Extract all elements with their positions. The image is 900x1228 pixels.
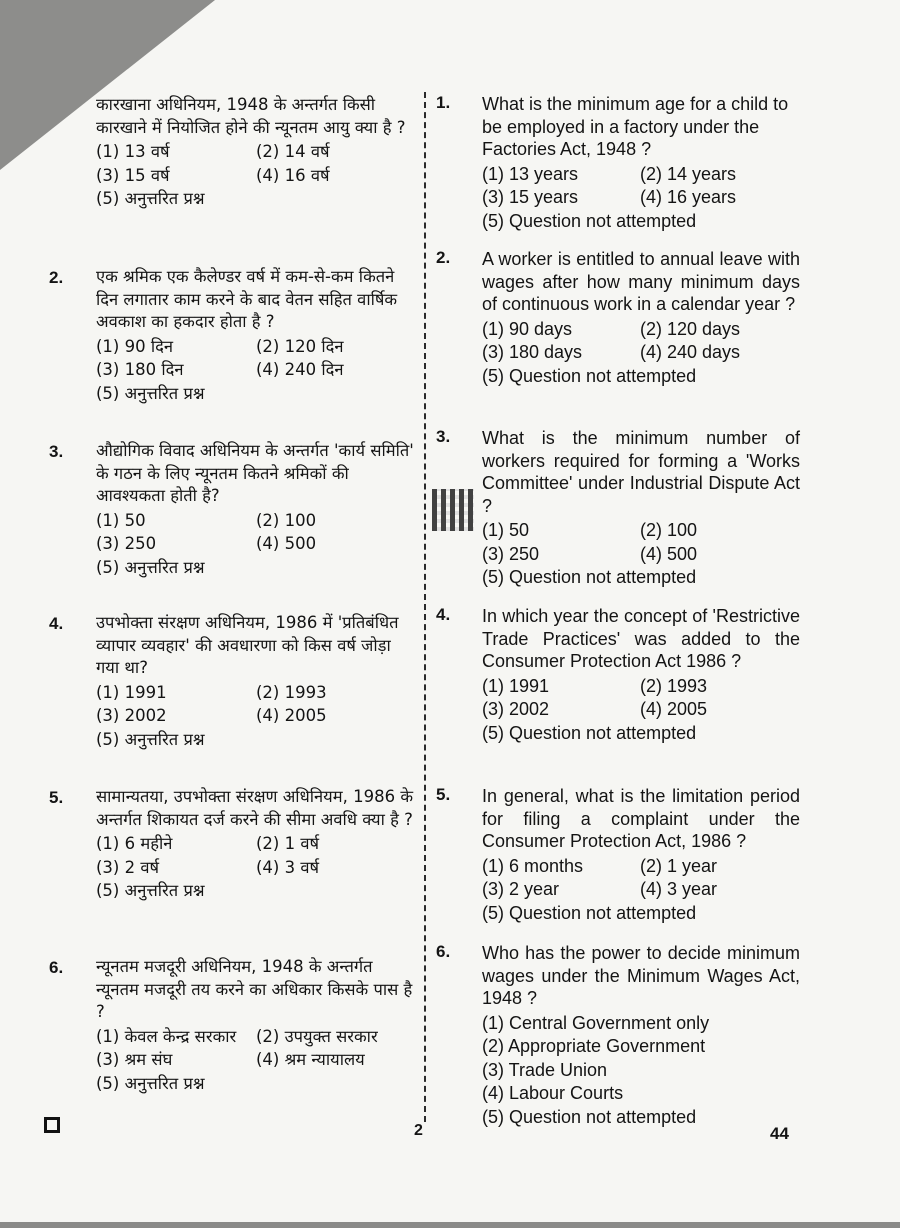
option-1: (1) 13 वर्ष bbox=[96, 142, 170, 161]
option-4: (4) 240 दिन bbox=[256, 360, 344, 379]
option-2: (2) 1993 bbox=[640, 675, 708, 696]
option-1: (1) 6 months bbox=[482, 855, 584, 876]
option-1: (1) 13 years bbox=[482, 163, 579, 184]
option-4: (4) 16 years bbox=[640, 187, 737, 207]
question-number: 3. bbox=[436, 427, 451, 446]
option-3: (3) 180 days bbox=[482, 342, 583, 362]
question-text: एक श्रमिक एक कैलेण्डर वर्ष में कम-से-कम कितने दिन लगातार काम करने के बाद वेतन सहित वार्षिक अवकाश का हकदार होता है ? bbox=[96, 267, 398, 331]
option-1: (1) 1991 bbox=[482, 675, 550, 696]
option-3: (3) 2002 bbox=[96, 706, 167, 725]
option-4: (4) 16 वर्ष bbox=[256, 165, 330, 185]
english-question-4 bbox=[436, 605, 800, 744]
question-text: न्यूनतम मजदूरी अधिनियम, 1948 के अन्तर्गत न्यूनतम मजदूरी तय करने का अधिकार किसके पास है ? bbox=[96, 957, 413, 1021]
option-5: (5) Question not attempted bbox=[482, 210, 697, 231]
option-5: (5) Question not attempted bbox=[482, 365, 697, 386]
option-5: (5) अनुत्तरित प्रश्न bbox=[96, 557, 205, 577]
question-number: 2. bbox=[436, 248, 451, 267]
option-5: (5) Question not attempted bbox=[482, 567, 697, 587]
option-3: (3) 15 years bbox=[482, 187, 579, 207]
option-2: (2) 1 year bbox=[640, 855, 718, 876]
question-number: 4. bbox=[436, 605, 451, 624]
option-3: (3) 2002 bbox=[482, 699, 550, 719]
booklet-code: 44 bbox=[770, 1124, 789, 1143]
option-3: (3) श्रम संघ bbox=[96, 1050, 173, 1069]
english-question-6 bbox=[436, 942, 800, 1128]
question-number: 5. bbox=[436, 785, 451, 804]
question-number: 3. bbox=[49, 442, 64, 461]
option-4: (4) 3 year bbox=[640, 879, 718, 899]
option-1: (1) 90 दिन bbox=[96, 336, 174, 356]
option-5: (5) अनुत्तरित प्रश्न bbox=[96, 729, 205, 749]
option-2: (2) 100 bbox=[640, 520, 698, 540]
question-number: 4. bbox=[49, 614, 64, 633]
option-4: (4) 500 bbox=[256, 534, 317, 553]
question-text: Who has the power to decide minimum wages under the Minimum Wages Act, 1948 ? bbox=[482, 943, 800, 1008]
english-question-5 bbox=[436, 785, 800, 924]
option-3: (3) 2 year bbox=[482, 879, 560, 899]
english-question-2 bbox=[436, 248, 800, 387]
square-marker-icon bbox=[44, 1117, 60, 1133]
option-4: (4) 3 वर्ष bbox=[256, 857, 320, 877]
option-5: (5) Question not attempted bbox=[482, 902, 697, 923]
question-text: In general, what is the limitation period for filing a complaint under the Consumer Protection Act, 1986 ? bbox=[482, 786, 800, 851]
question-number: 6. bbox=[49, 958, 64, 977]
option-5: (5) अनुत्तरित प्रश्न bbox=[96, 1073, 205, 1093]
option-5: (5) Question not attempted bbox=[482, 1106, 697, 1127]
question-text: कारखाना अधिनियम, 1948 के अन्तर्गत किसी कारखाने में नियोजित होने की न्यूनतम आयु क्या है ? bbox=[96, 95, 406, 137]
option-1: (1) केवल केन्द्र सरकार bbox=[96, 1026, 237, 1046]
question-text: In which year the concept of 'Restrictive Trade Practices' was added to the Consumer Protection Act 1986 ? bbox=[482, 606, 800, 671]
question-number: 1. bbox=[436, 93, 451, 112]
option-2: (2) Appropriate Government bbox=[482, 1036, 706, 1056]
option-1: (1) Central Government only bbox=[482, 1012, 710, 1033]
question-text: What is the minimum number of workers required for forming a 'Works Committee' under Industrial Dispute Act ? bbox=[482, 428, 800, 516]
option-2: (2) 120 days bbox=[640, 318, 741, 339]
question-text: सामान्यतया, उपभोक्ता संरक्षण अधिनियम, 1986 के अन्तर्गत शिकायत दर्ज करने की सीमा अवधि क्या है ? bbox=[96, 787, 413, 829]
hindi-question-3 bbox=[49, 440, 418, 579]
english-question-1 bbox=[436, 93, 800, 232]
column-divider bbox=[424, 92, 426, 1122]
option-5: (5) अनुत्तरित प्रश्न bbox=[96, 189, 205, 208]
question-text: What is the minimum age for a child to be employed in a factory under the Factories Act, 1948 ? bbox=[482, 94, 789, 159]
page-number: 2 bbox=[414, 1122, 423, 1139]
english-question-3 bbox=[436, 427, 800, 589]
option-2: (2) 1993 bbox=[256, 682, 327, 702]
option-1: (1) 50 bbox=[482, 520, 530, 540]
option-3: (3) 2 वर्ष bbox=[96, 857, 160, 877]
question-text: A worker is entitled to annual leave with wages after how many minimum days of continuous work in a calendar year ? bbox=[482, 249, 800, 314]
option-5: (5) Question not attempted bbox=[482, 722, 697, 743]
option-1: (1) 50 bbox=[96, 510, 146, 530]
option-3: (3) 250 bbox=[482, 543, 540, 564]
option-2: (2) 14 years bbox=[640, 163, 737, 184]
question-number: 6. bbox=[436, 942, 451, 961]
option-4: (4) श्रम न्यायालय bbox=[256, 1050, 365, 1069]
hindi-question-5 bbox=[49, 786, 418, 903]
option-3: (3) 250 bbox=[96, 534, 157, 553]
option-5: (5) अनुत्तरित प्रश्न bbox=[96, 383, 205, 403]
option-1: (1) 6 महीने bbox=[96, 834, 173, 853]
hindi-question-1 bbox=[96, 94, 418, 211]
option-2: (2) 120 दिन bbox=[256, 336, 344, 356]
question-text: उपभोक्ता संरक्षण अधिनियम, 1986 में 'प्रतिबंधित व्यापार व्यवहार' की अवधारणा को किस वर्ष जोड़ा गया था? bbox=[96, 613, 399, 677]
option-4: (4) Labour Courts bbox=[482, 1083, 624, 1103]
option-4: (4) 2005 bbox=[640, 699, 708, 719]
option-3: (3) 15 वर्ष bbox=[96, 165, 170, 185]
option-2: (2) 100 bbox=[256, 510, 317, 530]
option-4: (4) 2005 bbox=[256, 706, 327, 725]
hindi-question-4 bbox=[49, 612, 418, 751]
question-number: 5. bbox=[49, 788, 64, 807]
option-2: (2) उपयुक्त सरकार bbox=[256, 1026, 378, 1046]
option-5: (5) अनुत्तरित प्रश्न bbox=[96, 881, 205, 900]
option-4: (4) 240 days bbox=[640, 342, 741, 362]
hindi-question-6 bbox=[49, 956, 418, 1095]
question-text: औद्योगिक विवाद अधिनियम के अन्तर्गत 'कार्य समिति' के गठन के लिए न्यूनतम कितने श्रमिकों की आवश्यकता होती है? bbox=[96, 441, 414, 505]
scan-edge bbox=[0, 1222, 900, 1228]
option-4: (4) 500 bbox=[640, 543, 698, 564]
option-1: (1) 1991 bbox=[96, 682, 167, 702]
hindi-question-2 bbox=[49, 266, 418, 405]
option-3: (3) Trade Union bbox=[482, 1059, 608, 1080]
option-3: (3) 180 दिन bbox=[96, 360, 184, 379]
option-2: (2) 1 वर्ष bbox=[256, 834, 320, 853]
qr-code-icon bbox=[432, 489, 474, 531]
option-2: (2) 14 वर्ष bbox=[256, 142, 330, 161]
option-1: (1) 90 days bbox=[482, 318, 573, 339]
question-number: 2. bbox=[49, 268, 64, 287]
